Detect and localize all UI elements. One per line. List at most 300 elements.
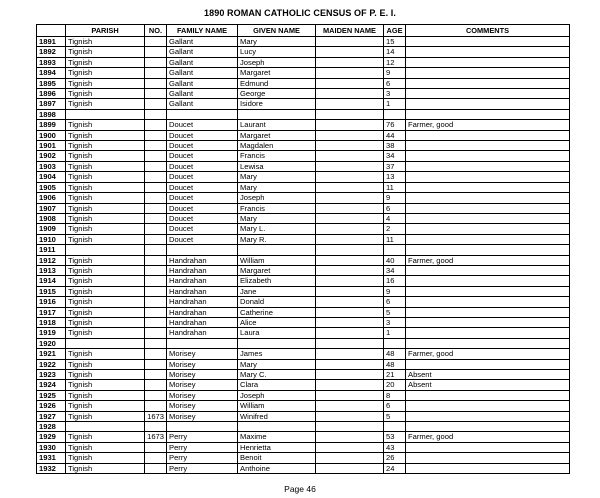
cell-row-number: 1894 xyxy=(37,68,66,78)
cell-family-name: Perry xyxy=(167,432,238,442)
cell-parish xyxy=(66,245,145,255)
cell-given-name: Winifred xyxy=(238,411,316,421)
cell-comments: Farmer, good xyxy=(406,120,570,130)
cell-maiden-name xyxy=(316,411,384,421)
cell-given-name: Mary xyxy=(238,172,316,182)
table-row xyxy=(37,297,570,307)
table-row xyxy=(37,224,570,234)
cell-comments xyxy=(406,141,570,151)
table-row xyxy=(37,328,570,338)
cell-number xyxy=(145,68,167,78)
cell-family-name: Gallant xyxy=(167,89,238,99)
header-no: NO. xyxy=(145,25,167,37)
cell-parish: Tignish xyxy=(66,297,145,307)
cell-given-name: Mary xyxy=(238,37,316,47)
cell-given-name: Maxime xyxy=(238,432,316,442)
cell-maiden-name xyxy=(316,141,384,151)
table-row xyxy=(37,463,570,473)
cell-number xyxy=(145,307,167,317)
cell-age: 34 xyxy=(384,265,406,275)
cell-maiden-name xyxy=(316,317,384,327)
cell-family-name: Handrahan xyxy=(167,265,238,275)
cell-family-name: Handrahan xyxy=(167,317,238,327)
cell-row-number: 1891 xyxy=(37,37,66,47)
cell-maiden-name xyxy=(316,328,384,338)
cell-comments xyxy=(406,193,570,203)
cell-age: 11 xyxy=(384,234,406,244)
cell-parish: Tignish xyxy=(66,99,145,109)
cell-age: 16 xyxy=(384,276,406,286)
cell-number xyxy=(145,370,167,380)
cell-comments xyxy=(406,411,570,421)
table-row xyxy=(37,68,570,78)
cell-row-number: 1914 xyxy=(37,276,66,286)
cell-row-number: 1907 xyxy=(37,203,66,213)
cell-number xyxy=(145,182,167,192)
cell-family-name xyxy=(167,422,238,432)
cell-given-name: Mary L. xyxy=(238,224,316,234)
cell-family-name: Handrahan xyxy=(167,307,238,317)
cell-parish: Tignish xyxy=(66,265,145,275)
cell-given-name: James xyxy=(238,349,316,359)
cell-parish: Tignish xyxy=(66,151,145,161)
cell-parish: Tignish xyxy=(66,307,145,317)
cell-comments xyxy=(406,307,570,317)
header-given-name: GIVEN NAME xyxy=(238,25,316,37)
table-row xyxy=(37,130,570,140)
cell-parish xyxy=(66,109,145,119)
cell-parish: Tignish xyxy=(66,193,145,203)
table-row xyxy=(37,442,570,452)
cell-maiden-name xyxy=(316,224,384,234)
cell-maiden-name xyxy=(316,78,384,88)
cell-maiden-name xyxy=(316,213,384,223)
cell-number xyxy=(145,463,167,473)
cell-parish: Tignish xyxy=(66,172,145,182)
table-row xyxy=(37,172,570,182)
cell-parish: Tignish xyxy=(66,317,145,327)
cell-maiden-name xyxy=(316,297,384,307)
cell-age: 15 xyxy=(384,37,406,47)
cell-row-number: 1908 xyxy=(37,213,66,223)
table-row xyxy=(37,307,570,317)
cell-row-number: 1929 xyxy=(37,432,66,442)
cell-family-name: Handrahan xyxy=(167,276,238,286)
cell-row-number: 1896 xyxy=(37,89,66,99)
cell-comments: Absent xyxy=(406,370,570,380)
cell-maiden-name xyxy=(316,99,384,109)
table-row xyxy=(37,213,570,223)
cell-parish: Tignish xyxy=(66,213,145,223)
cell-age: 26 xyxy=(384,453,406,463)
cell-given-name: Margaret xyxy=(238,68,316,78)
cell-row-number: 1916 xyxy=(37,297,66,307)
cell-given-name: Joseph xyxy=(238,57,316,67)
cell-parish: Tignish xyxy=(66,463,145,473)
table-row xyxy=(37,47,570,57)
cell-row-number: 1897 xyxy=(37,99,66,109)
cell-age xyxy=(384,245,406,255)
cell-age: 6 xyxy=(384,297,406,307)
cell-age: 44 xyxy=(384,130,406,140)
cell-family-name: Morisey xyxy=(167,359,238,369)
cell-parish: Tignish xyxy=(66,432,145,442)
cell-row-number: 1919 xyxy=(37,328,66,338)
cell-number xyxy=(145,224,167,234)
table-row xyxy=(37,78,570,88)
cell-maiden-name xyxy=(316,453,384,463)
cell-number xyxy=(145,193,167,203)
table-row xyxy=(37,37,570,47)
cell-comments xyxy=(406,109,570,119)
cell-comments xyxy=(406,265,570,275)
cell-given-name: Benoit xyxy=(238,453,316,463)
cell-family-name: Doucet xyxy=(167,172,238,182)
table-row xyxy=(37,317,570,327)
cell-comments xyxy=(406,224,570,234)
cell-maiden-name xyxy=(316,276,384,286)
cell-comments xyxy=(406,453,570,463)
cell-family-name: Doucet xyxy=(167,213,238,223)
cell-given-name: Catherine xyxy=(238,307,316,317)
cell-row-number: 1920 xyxy=(37,338,66,348)
cell-number: 1673 xyxy=(145,432,167,442)
cell-row-number: 1902 xyxy=(37,151,66,161)
cell-parish: Tignish xyxy=(66,453,145,463)
cell-age: 4 xyxy=(384,213,406,223)
cell-given-name: Henrietta xyxy=(238,442,316,452)
cell-maiden-name xyxy=(316,109,384,119)
cell-number xyxy=(145,328,167,338)
cell-row-number: 1893 xyxy=(37,57,66,67)
cell-parish: Tignish xyxy=(66,78,145,88)
cell-number xyxy=(145,141,167,151)
cell-age: 1 xyxy=(384,99,406,109)
cell-parish: Tignish xyxy=(66,286,145,296)
table-row xyxy=(37,359,570,369)
cell-maiden-name xyxy=(316,68,384,78)
cell-maiden-name xyxy=(316,349,384,359)
cell-number xyxy=(145,359,167,369)
census-table-body xyxy=(37,37,570,474)
cell-maiden-name xyxy=(316,401,384,411)
header-family-name: FAMILY NAME xyxy=(167,25,238,37)
cell-row-number: 1926 xyxy=(37,401,66,411)
cell-comments xyxy=(406,317,570,327)
cell-parish xyxy=(66,338,145,348)
cell-number xyxy=(145,47,167,57)
cell-given-name: Francis xyxy=(238,203,316,213)
cell-maiden-name xyxy=(316,172,384,182)
cell-given-name: Mary C. xyxy=(238,370,316,380)
cell-number xyxy=(145,203,167,213)
cell-comments xyxy=(406,78,570,88)
cell-parish: Tignish xyxy=(66,370,145,380)
cell-family-name: Doucet xyxy=(167,203,238,213)
cell-family-name: Morisey xyxy=(167,411,238,421)
cell-given-name xyxy=(238,109,316,119)
cell-maiden-name xyxy=(316,89,384,99)
table-row xyxy=(37,151,570,161)
cell-row-number: 1913 xyxy=(37,265,66,275)
cell-age: 12 xyxy=(384,57,406,67)
cell-maiden-name xyxy=(316,380,384,390)
document-title: 1890 ROMAN CATHOLIC CENSUS OF P. E. I. xyxy=(204,8,396,18)
cell-parish: Tignish xyxy=(66,89,145,99)
cell-given-name: Margaret xyxy=(238,265,316,275)
cell-row-number: 1895 xyxy=(37,78,66,88)
cell-number xyxy=(145,390,167,400)
cell-family-name: Gallant xyxy=(167,99,238,109)
cell-comments xyxy=(406,161,570,171)
cell-age: 38 xyxy=(384,141,406,151)
cell-given-name: Isidore xyxy=(238,99,316,109)
cell-row-number: 1898 xyxy=(37,109,66,119)
cell-comments xyxy=(406,213,570,223)
table-row xyxy=(37,432,570,442)
cell-maiden-name xyxy=(316,370,384,380)
cell-comments: Farmer, good xyxy=(406,255,570,265)
cell-given-name: Anthoine xyxy=(238,463,316,473)
cell-family-name: Perry xyxy=(167,442,238,452)
table-row xyxy=(37,120,570,130)
cell-comments: Absent xyxy=(406,380,570,390)
cell-maiden-name xyxy=(316,390,384,400)
cell-number: 1673 xyxy=(145,411,167,421)
cell-parish: Tignish xyxy=(66,130,145,140)
cell-maiden-name xyxy=(316,286,384,296)
cell-row-number: 1901 xyxy=(37,141,66,151)
cell-maiden-name xyxy=(316,37,384,47)
cell-row-number: 1909 xyxy=(37,224,66,234)
table-row xyxy=(37,370,570,380)
cell-maiden-name xyxy=(316,130,384,140)
cell-row-number: 1900 xyxy=(37,130,66,140)
cell-parish: Tignish xyxy=(66,120,145,130)
cell-family-name xyxy=(167,109,238,119)
table-row xyxy=(37,193,570,203)
cell-comments xyxy=(406,286,570,296)
cell-comments: Farmer, good xyxy=(406,349,570,359)
cell-maiden-name xyxy=(316,255,384,265)
cell-age: 24 xyxy=(384,463,406,473)
cell-given-name: Donald xyxy=(238,297,316,307)
cell-comments xyxy=(406,99,570,109)
cell-parish: Tignish xyxy=(66,349,145,359)
cell-parish: Tignish xyxy=(66,390,145,400)
cell-age: 14 xyxy=(384,47,406,57)
cell-given-name: Clara xyxy=(238,380,316,390)
cell-given-name xyxy=(238,422,316,432)
cell-row-number: 1930 xyxy=(37,442,66,452)
cell-family-name: Morisey xyxy=(167,380,238,390)
cell-family-name: Doucet xyxy=(167,234,238,244)
cell-family-name: Doucet xyxy=(167,151,238,161)
table-row xyxy=(37,99,570,109)
cell-age: 9 xyxy=(384,68,406,78)
cell-given-name: Joseph xyxy=(238,390,316,400)
cell-parish: Tignish xyxy=(66,328,145,338)
cell-age: 3 xyxy=(384,89,406,99)
cell-given-name: Mary R. xyxy=(238,234,316,244)
cell-number xyxy=(145,453,167,463)
cell-parish: Tignish xyxy=(66,255,145,265)
table-row xyxy=(37,276,570,286)
cell-number xyxy=(145,317,167,327)
cell-number xyxy=(145,151,167,161)
cell-family-name: Doucet xyxy=(167,141,238,151)
cell-comments xyxy=(406,338,570,348)
cell-comments xyxy=(406,89,570,99)
cell-family-name: Doucet xyxy=(167,161,238,171)
cell-row-number: 1921 xyxy=(37,349,66,359)
cell-given-name: George xyxy=(238,89,316,99)
cell-comments xyxy=(406,297,570,307)
cell-age: 6 xyxy=(384,78,406,88)
cell-maiden-name xyxy=(316,182,384,192)
table-row xyxy=(37,422,570,432)
cell-given-name: Margaret xyxy=(238,130,316,140)
cell-number xyxy=(145,349,167,359)
cell-number xyxy=(145,89,167,99)
cell-parish: Tignish xyxy=(66,276,145,286)
cell-age: 6 xyxy=(384,401,406,411)
cell-comments xyxy=(406,203,570,213)
cell-row-number: 1931 xyxy=(37,453,66,463)
cell-number xyxy=(145,99,167,109)
header-parish: PARISH xyxy=(66,25,145,37)
table-row xyxy=(37,453,570,463)
cell-number xyxy=(145,78,167,88)
cell-age: 2 xyxy=(384,224,406,234)
table-row xyxy=(37,182,570,192)
cell-given-name xyxy=(238,245,316,255)
cell-age: 1 xyxy=(384,328,406,338)
cell-row-number: 1915 xyxy=(37,286,66,296)
cell-comments xyxy=(406,172,570,182)
cell-given-name: Lucy xyxy=(238,47,316,57)
cell-family-name: Gallant xyxy=(167,68,238,78)
cell-age: 48 xyxy=(384,359,406,369)
cell-age: 5 xyxy=(384,411,406,421)
table-row xyxy=(37,338,570,348)
cell-maiden-name xyxy=(316,151,384,161)
cell-number xyxy=(145,401,167,411)
cell-given-name: William xyxy=(238,401,316,411)
cell-age: 76 xyxy=(384,120,406,130)
cell-comments xyxy=(406,47,570,57)
cell-given-name: Edmund xyxy=(238,78,316,88)
cell-row-number: 1899 xyxy=(37,120,66,130)
cell-number xyxy=(145,234,167,244)
cell-parish: Tignish xyxy=(66,37,145,47)
cell-row-number: 1905 xyxy=(37,182,66,192)
cell-number xyxy=(145,161,167,171)
cell-family-name: Gallant xyxy=(167,78,238,88)
cell-maiden-name xyxy=(316,234,384,244)
cell-number xyxy=(145,297,167,307)
cell-family-name: Morisey xyxy=(167,349,238,359)
table-row xyxy=(37,109,570,119)
cell-comments xyxy=(406,234,570,244)
header-row xyxy=(37,25,570,37)
cell-comments: Farmer, good xyxy=(406,432,570,442)
cell-age: 3 xyxy=(384,317,406,327)
cell-given-name: Joseph xyxy=(238,193,316,203)
cell-parish: Tignish xyxy=(66,359,145,369)
cell-comments xyxy=(406,442,570,452)
cell-number xyxy=(145,57,167,67)
cell-age: 48 xyxy=(384,349,406,359)
cell-row-number: 1904 xyxy=(37,172,66,182)
cell-family-name: Handrahan xyxy=(167,328,238,338)
cell-given-name: Laura xyxy=(238,328,316,338)
table-row xyxy=(37,89,570,99)
cell-family-name: Morisey xyxy=(167,401,238,411)
cell-comments xyxy=(406,245,570,255)
cell-row-number: 1892 xyxy=(37,47,66,57)
cell-parish xyxy=(66,422,145,432)
cell-age: 6 xyxy=(384,203,406,213)
cell-given-name xyxy=(238,338,316,348)
header-row-number xyxy=(37,25,66,37)
cell-number xyxy=(145,286,167,296)
cell-parish: Tignish xyxy=(66,68,145,78)
header-comments: COMMENTS xyxy=(406,25,570,37)
cell-age: 21 xyxy=(384,370,406,380)
cell-number xyxy=(145,213,167,223)
cell-age: 53 xyxy=(384,432,406,442)
cell-parish: Tignish xyxy=(66,47,145,57)
cell-comments xyxy=(406,463,570,473)
cell-family-name: Gallant xyxy=(167,47,238,57)
cell-family-name: Doucet xyxy=(167,182,238,192)
cell-given-name: Elizabeth xyxy=(238,276,316,286)
cell-family-name: Gallant xyxy=(167,37,238,47)
cell-family-name: Doucet xyxy=(167,193,238,203)
cell-maiden-name xyxy=(316,203,384,213)
cell-number xyxy=(145,109,167,119)
cell-maiden-name xyxy=(316,307,384,317)
cell-given-name: William xyxy=(238,255,316,265)
cell-maiden-name xyxy=(316,193,384,203)
cell-age: 9 xyxy=(384,286,406,296)
cell-number xyxy=(145,422,167,432)
cell-family-name: Perry xyxy=(167,463,238,473)
cell-parish: Tignish xyxy=(66,182,145,192)
table-row xyxy=(37,203,570,213)
cell-age: 20 xyxy=(384,380,406,390)
cell-number xyxy=(145,338,167,348)
cell-row-number: 1932 xyxy=(37,463,66,473)
cell-comments xyxy=(406,151,570,161)
cell-family-name: Perry xyxy=(167,453,238,463)
cell-maiden-name xyxy=(316,57,384,67)
cell-comments xyxy=(406,359,570,369)
cell-parish: Tignish xyxy=(66,141,145,151)
cell-row-number: 1927 xyxy=(37,411,66,421)
cell-row-number: 1912 xyxy=(37,255,66,265)
table-row xyxy=(37,255,570,265)
cell-parish: Tignish xyxy=(66,161,145,171)
cell-number xyxy=(145,120,167,130)
census-table xyxy=(36,24,570,474)
cell-family-name: Morisey xyxy=(167,370,238,380)
cell-parish: Tignish xyxy=(66,57,145,67)
cell-number xyxy=(145,172,167,182)
cell-comments xyxy=(406,276,570,286)
table-row xyxy=(37,234,570,244)
